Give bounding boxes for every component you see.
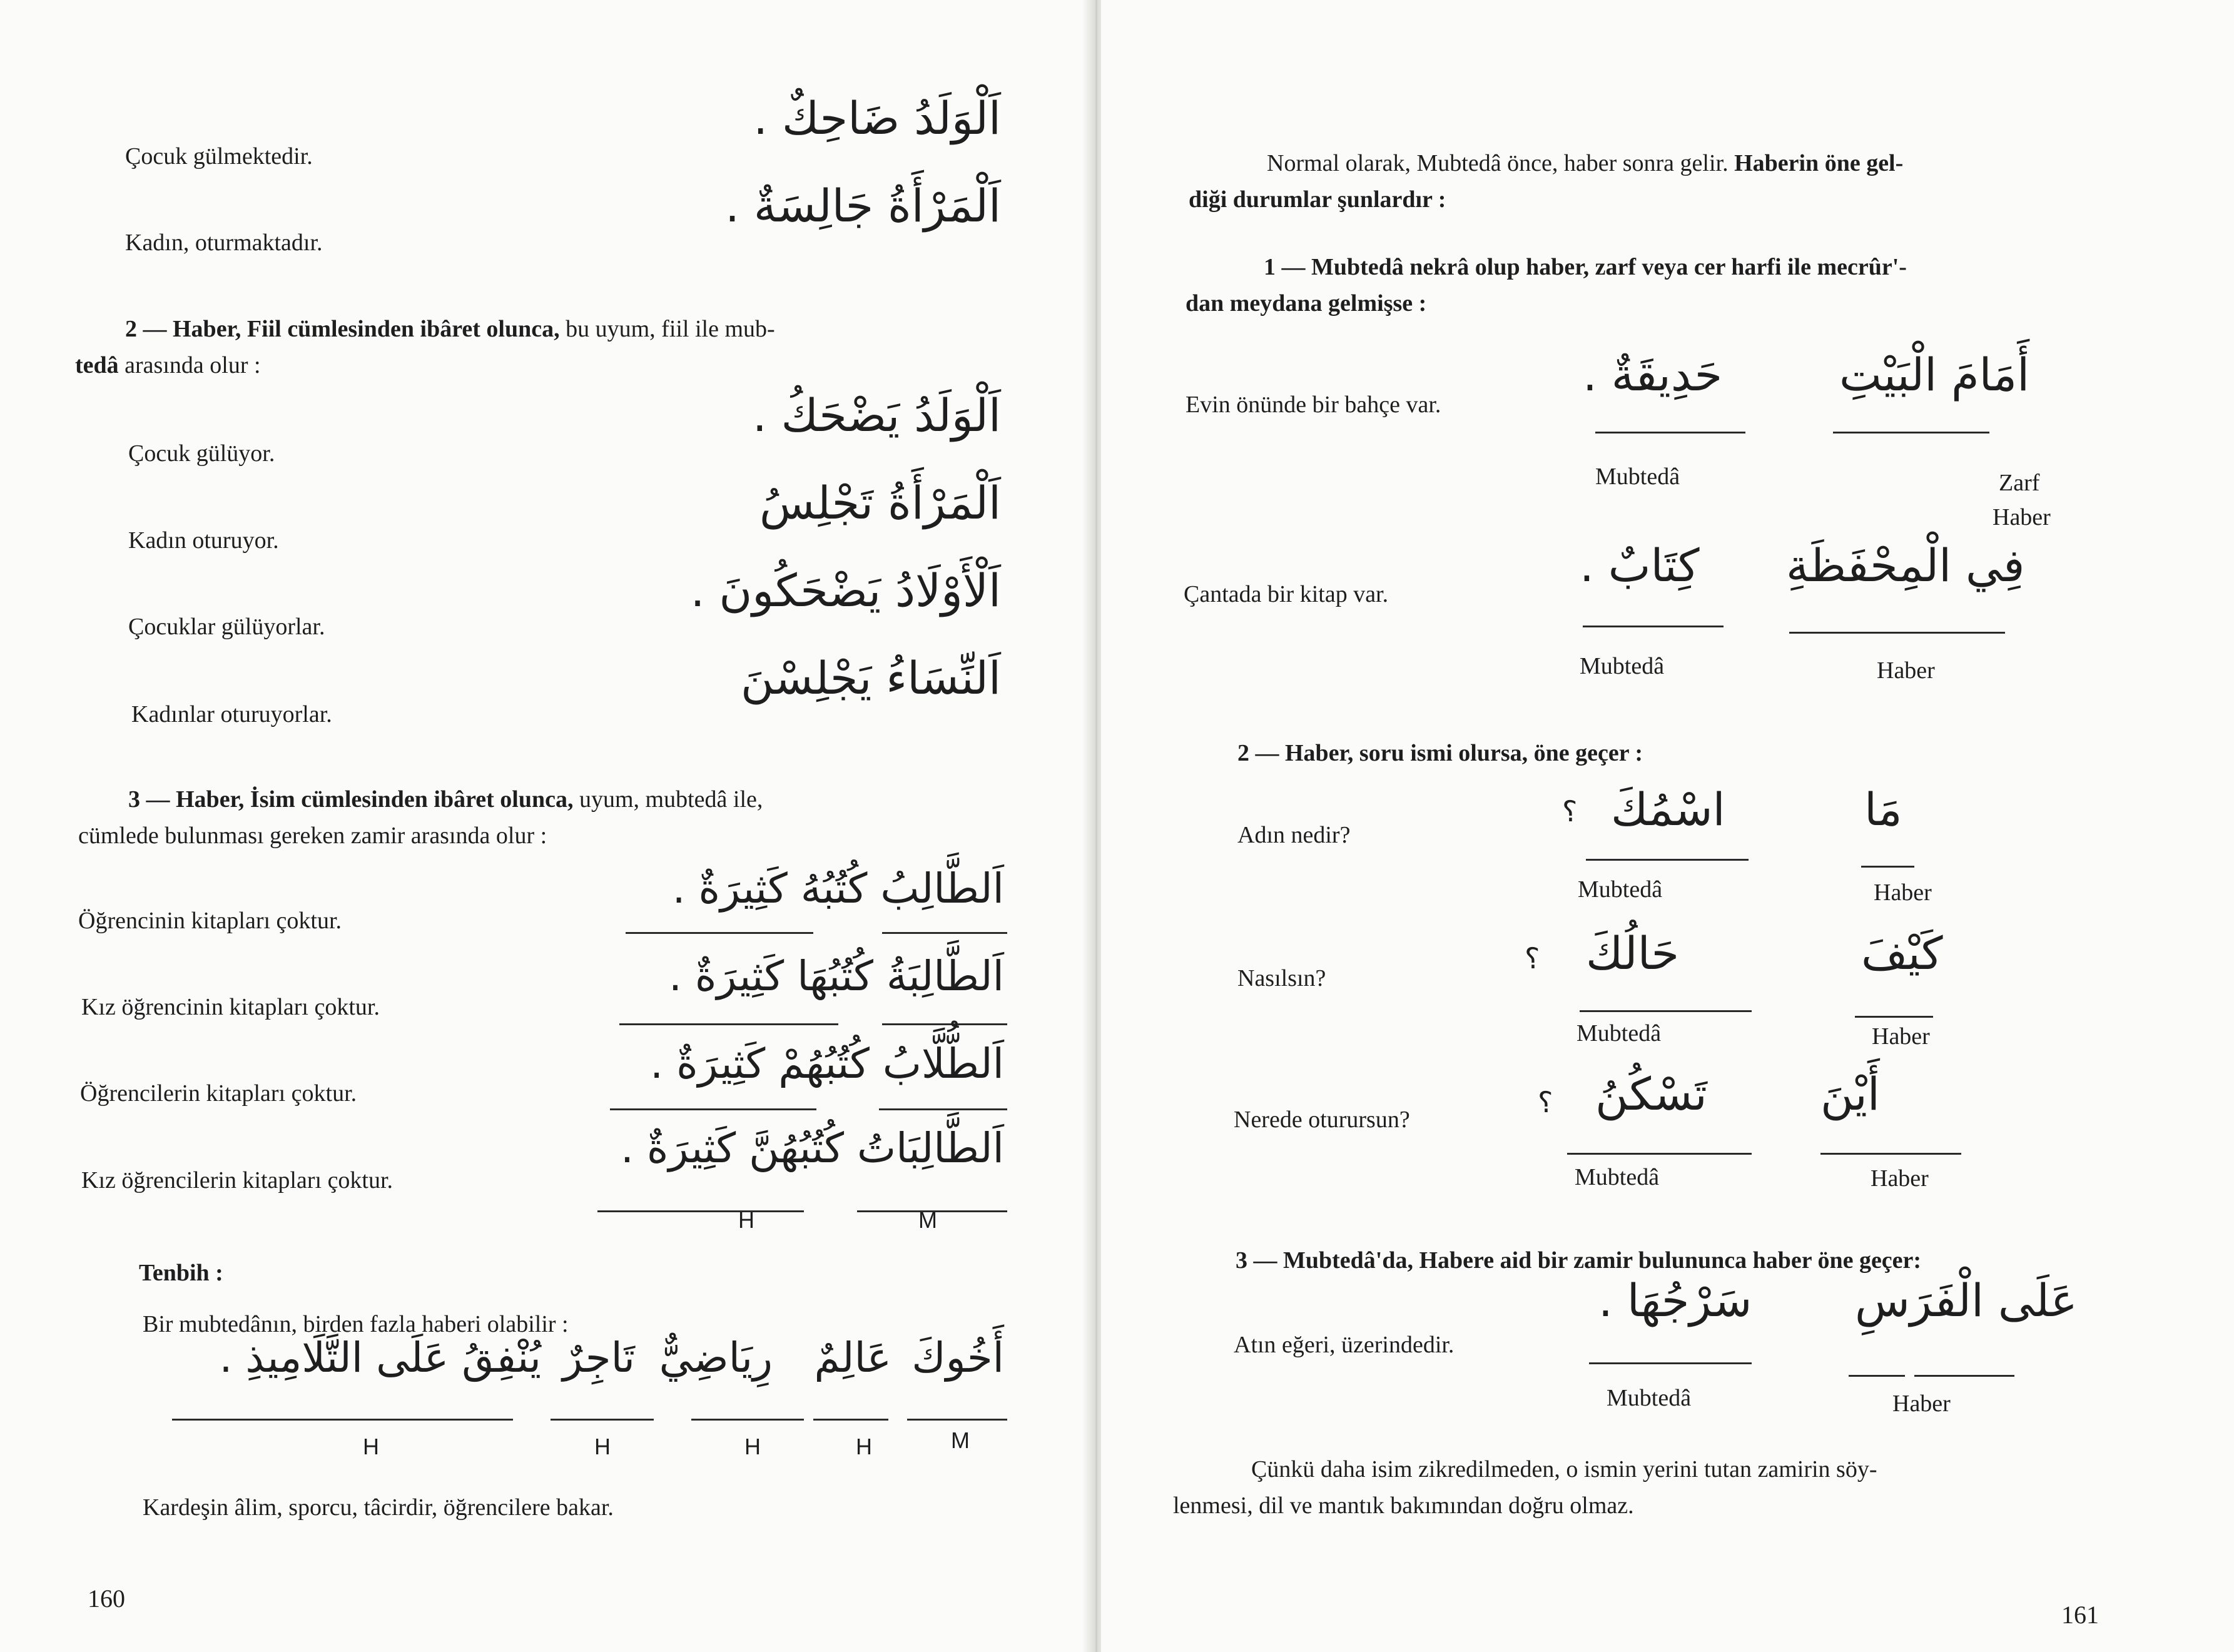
underline [1595,432,1745,433]
underline [907,1419,1007,1421]
tenbih-translation: Kardeşin âlim, sporcu, tâcirdir, öğrencilere bakar. [143,1494,614,1521]
mubteda-mark: M [951,1427,970,1453]
section-3-line2: cümlede bulunması gereken zamir arasında olur : [78,823,547,849]
arabic-word: رِيَاضِيٌّ [659,1334,773,1382]
section-2-rest-2: arasında olur : [118,352,261,378]
underline [1583,626,1724,627]
underline [813,1419,888,1421]
arabic-sentence: اَلْمَرْأَةُ تَجْلِسُ [759,477,1001,529]
example-translation: Adın nedir? [1237,822,1351,848]
underline [1914,1375,2014,1377]
underline [1586,859,1749,861]
section-1-heading [1186,249,2218,322]
arabic-mubteda: كِتَابٌ . [1580,539,1700,592]
underline [551,1419,654,1421]
underline [1580,1010,1752,1012]
intro-line1-bold: Haberin öne gel- [1728,150,1904,176]
page-number: 160 [88,1584,125,1613]
section-1-line1: 1 — Mubtedâ nekrâ olup haber, zarf veya cer harfi ile mecrûr'- [1264,254,1907,280]
arabic-sentence: اَلطَّالِبَاتُ كُتُبُهُنَّ كَثِيرَةٌ . [620,1124,1004,1172]
example-translation: Kız öğrencinin kitapları çoktur. [81,994,380,1020]
haber-label: Haber [1871,1165,1929,1192]
arabic-word: أَخُوكَ [911,1334,1004,1382]
arabic-khabar: عَلَى الْفَرَسِ [1855,1274,2078,1327]
mubteda-label: Mubtedâ [1576,1020,1662,1046]
underline [1861,866,1914,868]
arabic-khabar: أَيْنَ [1820,1068,1880,1120]
section-3-heading [78,781,1017,854]
section-2-bold-2: tedâ [75,352,119,378]
question-mark: ؟ [1525,941,1540,975]
example-translation: Öğrencinin kitapları çoktur. [78,908,342,934]
question-mark: ؟ [1562,794,1578,828]
arabic-sentence: اَلْمَرْأَةُ جَالِسَةٌ . [725,180,1001,232]
zarf-label: Zarf [1999,470,2040,496]
underline [882,932,1007,934]
question-mark: ؟ [1538,1085,1553,1119]
arabic-sentence: اَلْوَلَدُ ضَاحِكٌ . [753,92,1001,144]
intro-line2-bold: diği durumlar şunlardır : [1189,186,1446,213]
arabic-sentence: اَلْوَلَدُ يَضْحَكُ . [752,389,1001,442]
arabic-mubteda: حَدِيقَةٌ . [1583,348,1723,401]
mubteda-label: Mubtedâ [1575,1164,1660,1190]
haber-label: Haber [1874,879,1932,906]
section-3-heading: 3 — Mubtedâ'da, Habere aid bir zamir bulununca haber öne geçer: [1236,1247,1922,1274]
tenbih-title: Tenbih : [139,1260,223,1286]
arabic-mubteda: اسْمُكَ [1611,783,1725,836]
mubteda-label: Mubtedâ [1580,653,1665,679]
arabic-khabar: أَمَامَ الْبَيْتِ [1839,348,2030,401]
arabic-mubteda: حَالُكَ [1586,927,1680,980]
haber-mark: H [738,1207,754,1233]
underline [879,1108,1007,1110]
closing-line1: Çünkü daha isim zikredilmeden, o ismin yerini tutan zamirin söy- [1251,1456,1877,1482]
mubteda-label: Mubtedâ [1578,876,1663,903]
intro-line1: Normal olarak, Mubtedâ önce, haber sonra gelir. [1267,150,1729,176]
arabic-sentence: اَلطُّلَّابُ كُتُبُهُمْ كَثِيرَةٌ . [650,1040,1004,1088]
arabic-word: تَاجِرٌ [562,1334,635,1382]
underline [626,932,813,934]
underline [597,1210,804,1212]
example-translation: Nasılsın? [1237,965,1326,991]
underline [1849,1375,1905,1377]
arabic-khabar: فِي الْمِحْفَظَةِ [1786,539,2025,592]
underline [619,1023,838,1025]
underline [882,1023,1007,1025]
example-translation: Öğrencilerin kitapları çoktur. [80,1080,357,1107]
underline [1855,1016,1933,1018]
mubteda-label: Mubtedâ [1595,464,1680,490]
mubteda-mark: M [918,1207,937,1233]
arabic-sentence: اَلطَّالِبُ كُتُبُهُ كَثِيرَةٌ . [672,864,1004,913]
haber-mark: H [594,1434,611,1459]
haber-label: Haber [1872,1023,1930,1050]
example-translation: Kadın oturuyor. [128,527,279,554]
arabic-word: يُنْفِقُ عَلَى التَّلَامِيذِ . [219,1334,541,1382]
example-translation: Çocuklar gülüyorlar. [128,614,325,640]
underline [1589,1362,1752,1364]
haber-mark: H [363,1434,379,1459]
section-3-rest: uyum, mubtedâ ile, [573,786,763,813]
section-3-bold: 3 — Haber, İsim cümlesinden ibâret olunca, [128,786,574,813]
underline [1789,632,2005,634]
arabic-sentence: اَلطَّالِبَةُ كُتُبُهَا كَثِيرَةٌ . [668,952,1004,1000]
example-translation: Kadınlar oturuyorlar. [131,701,332,727]
section-2-rest: bu uyum, fiil ile mub- [559,316,775,342]
section-1-line2: dan meydana gelmişse : [1186,290,1427,317]
haber-label: Haber [1993,504,2051,530]
left-page [0,0,1092,1652]
underline [1833,432,1989,433]
haber-label: Haber [1877,657,1935,684]
section-2-heading: 2 — Haber, soru ismi olursa, öne geçer : [1237,740,1643,766]
underline [172,1419,513,1421]
arabic-sentence: اَلنِّسَاءُ يَجْلِسْنَ [741,652,1001,704]
example-translation: Atın eğeri, üzerindedir. [1234,1332,1455,1358]
closing-paragraph [1173,1451,2205,1524]
right-page [1101,0,2234,1652]
page-number: 161 [2061,1601,2099,1629]
closing-line2: lenmesi, dil ve mantık bakımından doğru olmaz. [1173,1492,1634,1519]
tenbih-text: Bir mubtedânın, birden fazla haberi olabilir : [143,1311,569,1337]
arabic-mubteda: تَسْكُنُ [1595,1068,1707,1120]
arabic-sentence: اَلْأَوْلَادُ يَضْحَكُونَ . [690,564,1001,617]
haber-label: Haber [1892,1391,1951,1417]
example-translation: Evin önünde bir bahçe var. [1186,392,1441,418]
example-translation: Çocuk gülüyor. [128,440,275,467]
underline [1567,1153,1752,1155]
mubteda-label: Mubtedâ [1607,1385,1692,1411]
arabic-khabar: مَا [1864,783,1902,836]
example-translation: Kadın, oturmaktadır. [125,230,323,256]
underline [1820,1153,1961,1155]
intro-paragraph [1189,145,2215,218]
example-translation: Nerede oturursun? [1234,1107,1410,1133]
arabic-khabar: كَيْفَ [1861,927,1943,980]
haber-mark: H [744,1434,761,1459]
arabic-mubteda: سَرْجُهَا . [1598,1274,1752,1327]
example-translation: Kız öğrencilerin kitapları çoktur. [81,1167,393,1193]
arabic-word: عَالِمٌ [814,1334,891,1382]
underline [691,1419,804,1421]
section-2-bold: 2 — Haber, Fiil cümlesinden ibâret olunca, [125,316,560,342]
underline [610,1108,816,1110]
section-2-heading [75,311,1013,383]
example-translation: Çocuk gülmektedir. [125,143,313,170]
example-translation: Çantada bir kitap var. [1184,581,1389,607]
haber-mark: H [856,1434,872,1459]
